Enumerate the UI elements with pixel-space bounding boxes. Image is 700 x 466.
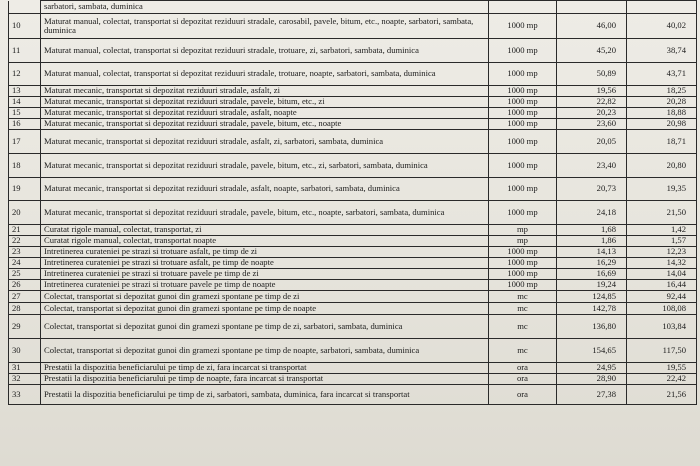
price-cell-1: 50,89 — [557, 63, 627, 86]
row-number-cell: 16 — [9, 119, 41, 130]
price-cell-2: 38,74 — [627, 39, 697, 63]
unit-cell: 1000 mp — [489, 14, 557, 39]
price-cell-2: 20,80 — [627, 154, 697, 178]
price-cell-2: 40,02 — [627, 14, 697, 39]
price-cell-2: 12,23 — [627, 247, 697, 258]
row-description-cell: Maturat mecanic, transportat si depozitat reziduuri stradale, pavele, bitum, etc., noapte, sarbatori, sambata, duminica — [41, 201, 489, 225]
price-cell-1: 19,24 — [557, 280, 627, 291]
unit-cell: 1000 mp — [489, 39, 557, 63]
row-number-cell: 32 — [9, 374, 41, 385]
price-cell-2: 18,71 — [627, 130, 697, 154]
row-description-cell: Colectat, transportat si depozitat gunoi din gramezi spontane pe timp de zi, sarbatori, sambata, duminica — [41, 315, 489, 339]
price-cell-1: 1,86 — [557, 236, 627, 247]
unit-cell — [489, 1, 557, 14]
price-table — [8, 0, 697, 405]
price-cell-2: 43,71 — [627, 63, 697, 86]
price-cell-1: 124,85 — [557, 291, 627, 303]
row-description-cell: Maturat mecanic, transportat si depozitat reziduuri stradale, pavele, bitum, etc., noapte — [41, 119, 489, 130]
row-description-cell: Intretinerea curateniei pe strazi si trotuare asfalt, pe timp de zi — [41, 247, 489, 258]
price-cell-2: 1,42 — [627, 225, 697, 236]
unit-cell: 1000 mp — [489, 130, 557, 154]
price-cell-2: 108,08 — [627, 303, 697, 315]
table-row-continuation — [9, 1, 697, 14]
row-description-cell: Prestatii la dispozitia beneficiarului pe timp de noapte, fara incarcat si transportat — [41, 374, 489, 385]
row-number-cell: 33 — [9, 385, 41, 405]
price-cell-2 — [627, 1, 697, 14]
table-row — [9, 269, 697, 280]
price-cell-1: 142,78 — [557, 303, 627, 315]
table-row — [9, 86, 697, 97]
row-description-cell: Curatat rigole manual, colectat, transportat, zi — [41, 225, 489, 236]
table-row — [9, 178, 697, 201]
row-description-cell: Maturat mecanic, transportat si depozitat reziduuri stradale, asfalt, noapte — [41, 108, 489, 119]
price-cell-2: 19,35 — [627, 178, 697, 201]
row-number-cell: 18 — [9, 154, 41, 178]
row-description-cell: sarbatori, sambata, duminica — [41, 1, 489, 14]
unit-cell: 1000 mp — [489, 86, 557, 97]
price-cell-2: 117,50 — [627, 339, 697, 363]
row-description-cell: Maturat mecanic, transportat si depozitat reziduuri stradale, asfalt, noapte, sarbatori, sambata, duminica — [41, 178, 489, 201]
unit-cell: mc — [489, 291, 557, 303]
row-number-cell: 19 — [9, 178, 41, 201]
price-cell-1: 23,40 — [557, 154, 627, 178]
table-row — [9, 315, 697, 339]
unit-cell: 1000 mp — [489, 154, 557, 178]
table-row — [9, 108, 697, 119]
price-cell-2: 18,88 — [627, 108, 697, 119]
price-cell-2: 14,32 — [627, 258, 697, 269]
price-cell-2: 18,25 — [627, 86, 697, 97]
row-description-cell: Prestatii la dispozitia beneficiarului pe timp de zi, sarbatori, sambata, duminica, fara incarcat si transportat — [41, 385, 489, 405]
table-row — [9, 225, 697, 236]
price-cell-1: 1,68 — [557, 225, 627, 236]
row-description-cell: Maturat mecanic, transportat si depozitat reziduuri stradale, asfalt, zi — [41, 86, 489, 97]
table-row — [9, 14, 697, 39]
price-cell-2: 92,44 — [627, 291, 697, 303]
unit-cell: 1000 mp — [489, 97, 557, 108]
unit-cell: 1000 mp — [489, 201, 557, 225]
row-description-cell: Maturat manual, colectat, transportat si depozitat reziduuri stradale, carosabil, pavele, bitum, etc., noapte, sarbatori, sambata, duminica — [41, 14, 489, 39]
table-row — [9, 385, 697, 405]
unit-cell: ora — [489, 374, 557, 385]
row-number-cell: 23 — [9, 247, 41, 258]
unit-cell: ora — [489, 363, 557, 374]
unit-cell: mp — [489, 236, 557, 247]
row-description-cell: Colectat, transportat si depozitat gunoi din gramezi spontane pe timp de zi — [41, 291, 489, 303]
row-number-cell: 13 — [9, 86, 41, 97]
price-cell-2: 1,57 — [627, 236, 697, 247]
row-description-cell: Prestatii la dispozitia beneficiarului pe timp de zi, fara incarcat si transportat — [41, 363, 489, 374]
price-cell-2: 103,84 — [627, 315, 697, 339]
unit-cell: ora — [489, 385, 557, 405]
unit-cell: 1000 mp — [489, 258, 557, 269]
table-row — [9, 374, 697, 385]
row-number-cell: 27 — [9, 291, 41, 303]
row-description-cell: Maturat mecanic, transportat si depozitat reziduuri stradale, asfalt, zi, sarbatori, sambata, duminica — [41, 130, 489, 154]
unit-cell: 1000 mp — [489, 247, 557, 258]
row-description-cell: Intretinerea curateniei pe strazi si trotuare pavele pe timp de zi — [41, 269, 489, 280]
row-number-cell: 21 — [9, 225, 41, 236]
table-row — [9, 258, 697, 269]
row-description-cell: Maturat manual, colectat, transportat si depozitat reziduuri stradale, trotuare, noapte, sarbatori, sambata, duminica — [41, 63, 489, 86]
table-row — [9, 130, 697, 154]
unit-cell: mc — [489, 303, 557, 315]
row-number-cell: 20 — [9, 201, 41, 225]
table-row — [9, 97, 697, 108]
price-cell-2: 20,98 — [627, 119, 697, 130]
row-description-cell: Maturat mecanic, transportat si depozitat reziduuri stradale, pavele, bitum, etc., zi — [41, 97, 489, 108]
price-cell-1: 24,95 — [557, 363, 627, 374]
table-row — [9, 363, 697, 374]
price-cell-1: 24,18 — [557, 201, 627, 225]
row-number-cell — [9, 1, 41, 14]
row-number-cell: 15 — [9, 108, 41, 119]
price-cell-1: 45,20 — [557, 39, 627, 63]
row-number-cell: 28 — [9, 303, 41, 315]
unit-cell: 1000 mp — [489, 280, 557, 291]
row-number-cell: 22 — [9, 236, 41, 247]
row-description-cell: Maturat manual, colectat, transportat si depozitat reziduuri stradale, trotuare, zi, sarbatori, sambata, duminica — [41, 39, 489, 63]
unit-cell: 1000 mp — [489, 269, 557, 280]
price-cell-1: 16,29 — [557, 258, 627, 269]
row-description-cell: Intretinerea curateniei pe strazi si trotuare asfalt, pe timp de noapte — [41, 258, 489, 269]
row-number-cell: 31 — [9, 363, 41, 374]
unit-cell: 1000 mp — [489, 108, 557, 119]
table-row — [9, 291, 697, 303]
unit-cell: 1000 mp — [489, 119, 557, 130]
price-cell-2: 22,42 — [627, 374, 697, 385]
price-cell-2: 21,50 — [627, 201, 697, 225]
row-number-cell: 24 — [9, 258, 41, 269]
price-cell-1: 14,13 — [557, 247, 627, 258]
table-row — [9, 154, 697, 178]
price-cell-1: 20,23 — [557, 108, 627, 119]
table-row — [9, 39, 697, 63]
row-description-cell: Intretinerea curateniei pe strazi si trotuare pavele pe timp de noapte — [41, 280, 489, 291]
unit-cell: mc — [489, 339, 557, 363]
table-row — [9, 303, 697, 315]
price-cell-2: 20,28 — [627, 97, 697, 108]
price-cell-2: 14,04 — [627, 269, 697, 280]
price-cell-2: 19,55 — [627, 363, 697, 374]
unit-cell: 1000 mp — [489, 63, 557, 86]
price-table-body — [9, 1, 697, 405]
price-cell-2: 16,44 — [627, 280, 697, 291]
row-number-cell: 12 — [9, 63, 41, 86]
row-description-cell: Maturat mecanic, transportat si depozitat reziduuri stradale, pavele, bitum, etc., zi, sarbatori, sambata, duminica — [41, 154, 489, 178]
price-cell-1: 22,82 — [557, 97, 627, 108]
price-cell-1: 28,90 — [557, 374, 627, 385]
price-cell-1: 23,60 — [557, 119, 627, 130]
row-description-cell: Colectat, transportat si depozitat gunoi din gramezi spontane pe timp de noapte — [41, 303, 489, 315]
table-row — [9, 280, 697, 291]
price-cell-1: 27,38 — [557, 385, 627, 405]
row-number-cell: 26 — [9, 280, 41, 291]
price-cell-1: 136,80 — [557, 315, 627, 339]
price-cell-1: 154,65 — [557, 339, 627, 363]
table-row — [9, 247, 697, 258]
price-cell-1: 46,00 — [557, 14, 627, 39]
row-description-cell: Curatat rigole manual, colectat, transportat noapte — [41, 236, 489, 247]
unit-cell: mp — [489, 225, 557, 236]
row-number-cell: 10 — [9, 14, 41, 39]
price-cell-2: 21,56 — [627, 385, 697, 405]
table-row — [9, 339, 697, 363]
price-cell-1: 16,69 — [557, 269, 627, 280]
price-cell-1: 19,56 — [557, 86, 627, 97]
price-cell-1 — [557, 1, 627, 14]
table-row — [9, 201, 697, 225]
table-row — [9, 119, 697, 130]
price-cell-1: 20,05 — [557, 130, 627, 154]
unit-cell: mc — [489, 315, 557, 339]
unit-cell: 1000 mp — [489, 178, 557, 201]
table-row — [9, 63, 697, 86]
row-number-cell: 30 — [9, 339, 41, 363]
row-number-cell: 17 — [9, 130, 41, 154]
price-cell-1: 20,73 — [557, 178, 627, 201]
row-number-cell: 25 — [9, 269, 41, 280]
row-number-cell: 29 — [9, 315, 41, 339]
row-description-cell: Colectat, transportat si depozitat gunoi din gramezi spontane pe timp de noapte, sarbatori, sambata, duminica — [41, 339, 489, 363]
table-row — [9, 236, 697, 247]
row-number-cell: 11 — [9, 39, 41, 63]
row-number-cell: 14 — [9, 97, 41, 108]
